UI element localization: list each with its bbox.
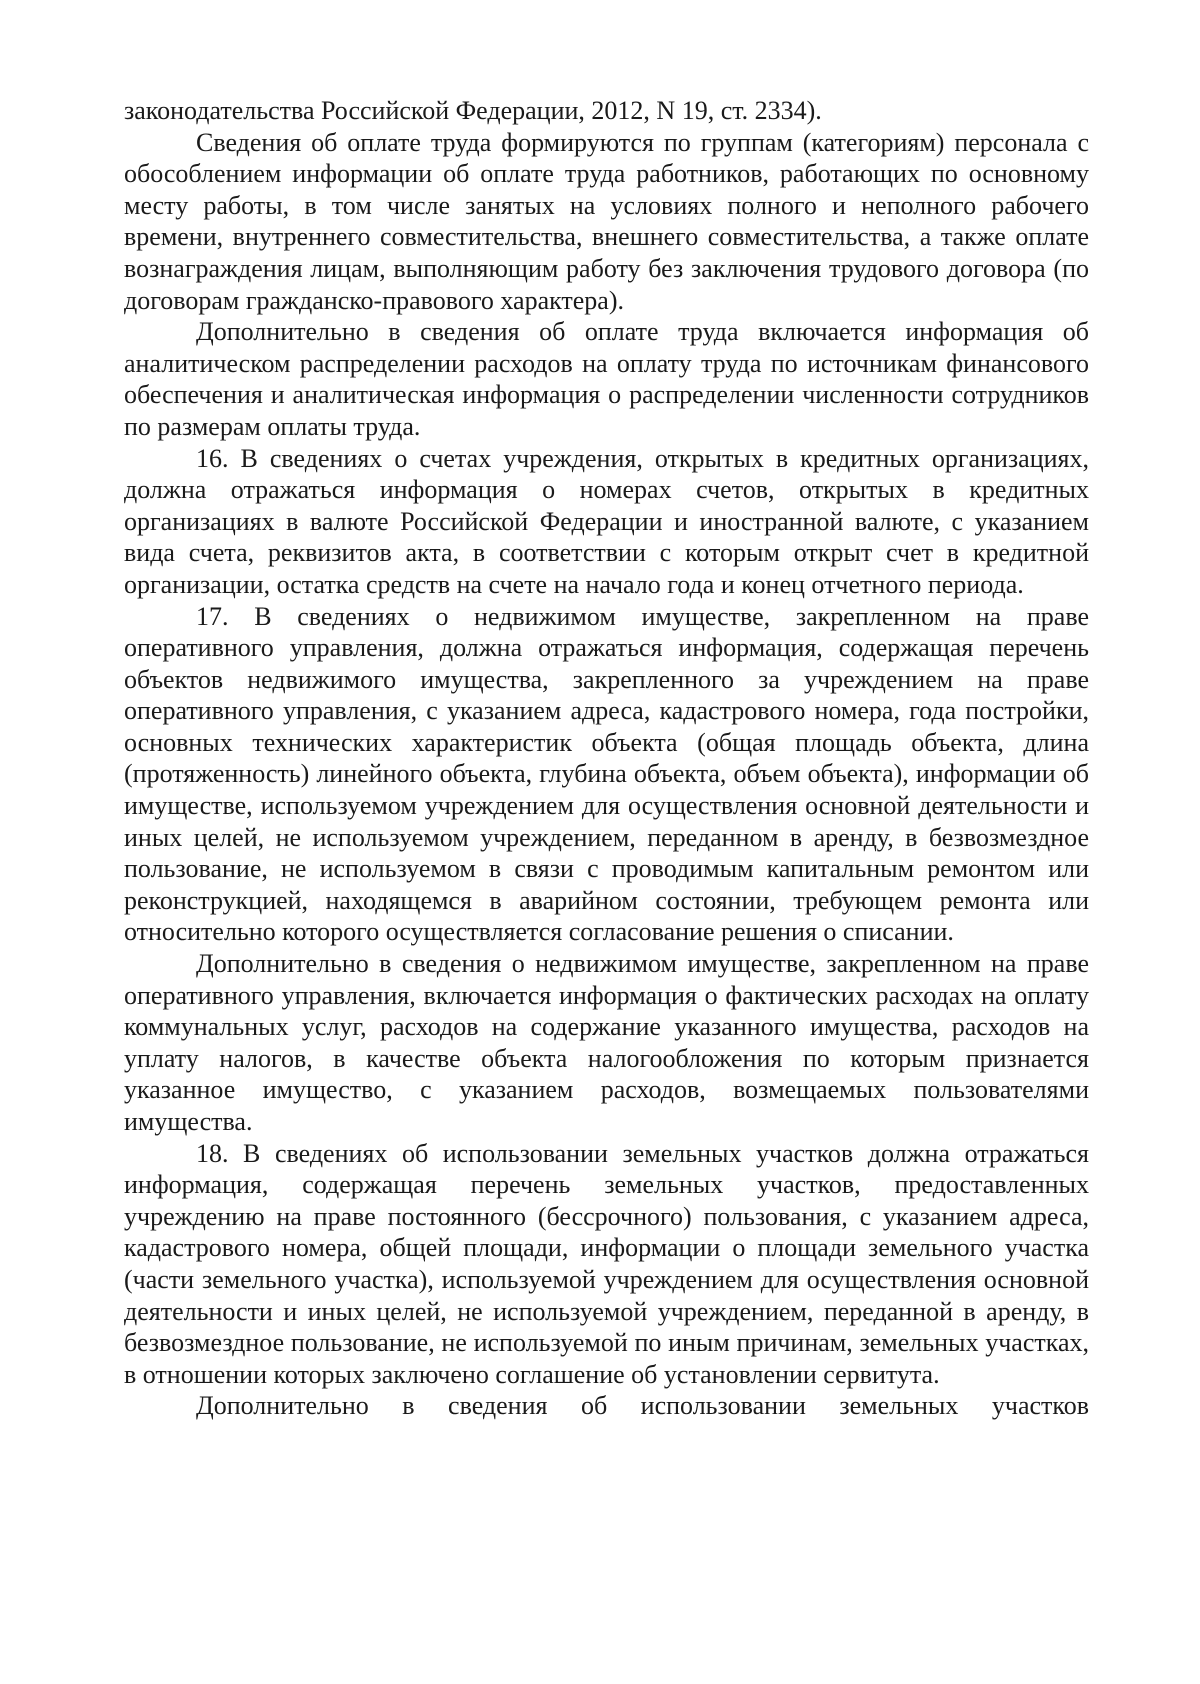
paragraph-real-estate-additional: Дополнительно в сведения о недвижимом имуществе, закрепленном на праве оперативного управления, включается информация о фактических расходах на оплату коммунальных услуг, расходов на содержание указанного имущества, расходов на уплату налогов, в качестве объекта налогообложения по которым признается указанное имущество, с указанием расходов, возмещаемых пользователями имущества. [124,949,1089,1136]
paragraph-item-16-accounts: 16. В сведениях о счетах учреждения, открытых в кредитных организациях, должна отражаться информация о номерах счетов, открытых в кредитных организациях в валюте Российской Федерации и иностранной валюте, с указанием вида счета, реквизитов акта, в соответствии с которым открыт счет в кредитной организации, остатка средств на счете на начало года и конец отчетного периода. [124,443,1089,599]
paragraph-item-17-real-estate: 17. В сведениях о недвижимом имуществе, закрепленном на праве оперативного управления, должна отражаться информация, содержащая перечень объектов недвижимого имущества, закрепленного за учреждением на праве оперативного управления, с указанием адреса, кадастрового номера, года постройки, основных технических характеристик объекта (общая площадь объекта, длина (протяженность) линейного объекта, глубина объекта, объем объекта), информации об имуществе, используемом учреждением для осуществления основной деятельности и иных целей, не используемом учреждением, переданном в аренду, в безвозмездное пользование, не используемом в связи с проводимым капитальным ремонтом или реконструкцией, находящемся в аварийном состоянии, требующем ремонта или относительно которого осуществляется согласование решения о списании. [124,601,1089,947]
paragraph-item-18-land: 18. В сведениях об использовании земельных участков должна отражаться информация, содержащая перечень земельных участков, предоставленных учреждению на праве постоянного (бессрочного) пользования, с указанием адреса, кадастрового номера, общей площади, информации о площади земельного участка (части земельного участка), используемой учреждением для осуществления основной деятельности и иных целей, не используемой учреждением, переданной в аренду, в безвозмездное пользование, не используемой по иным причинам, земельных участках, в отношении которых заключено соглашение об установлении сервитута. [124,1138,1089,1389]
paragraph-payroll-info: Сведения об оплате труда формируются по группам (категориям) персонала с обособлением информации об оплате труда работников, работающих по основному месту работы, в том числе занятых на условиях полного и неполного рабочего времени, внутреннего совместительства, внешнего совместительства, а также оплате вознаграждения лицам, выполняющим работу без заключения трудового договора (по договорам гражданско-правового характера). [124,127,1089,315]
paragraph-land-additional: Дополнительно в сведения об использовании земельных участков [196,1391,1089,1421]
paragraph-payroll-additional: Дополнительно в сведения об оплате труда включается информация об аналитическом распределении расходов на оплату труда по источникам финансового обеспечения и аналитическая информация о распределении численности сотрудников по размерам оплаты труда. [124,317,1089,441]
document-body [124,95,1089,1422]
paragraph-continuation: законодательства Российской Федерации, 2012, N 19, ст. 2334). [124,96,822,125]
